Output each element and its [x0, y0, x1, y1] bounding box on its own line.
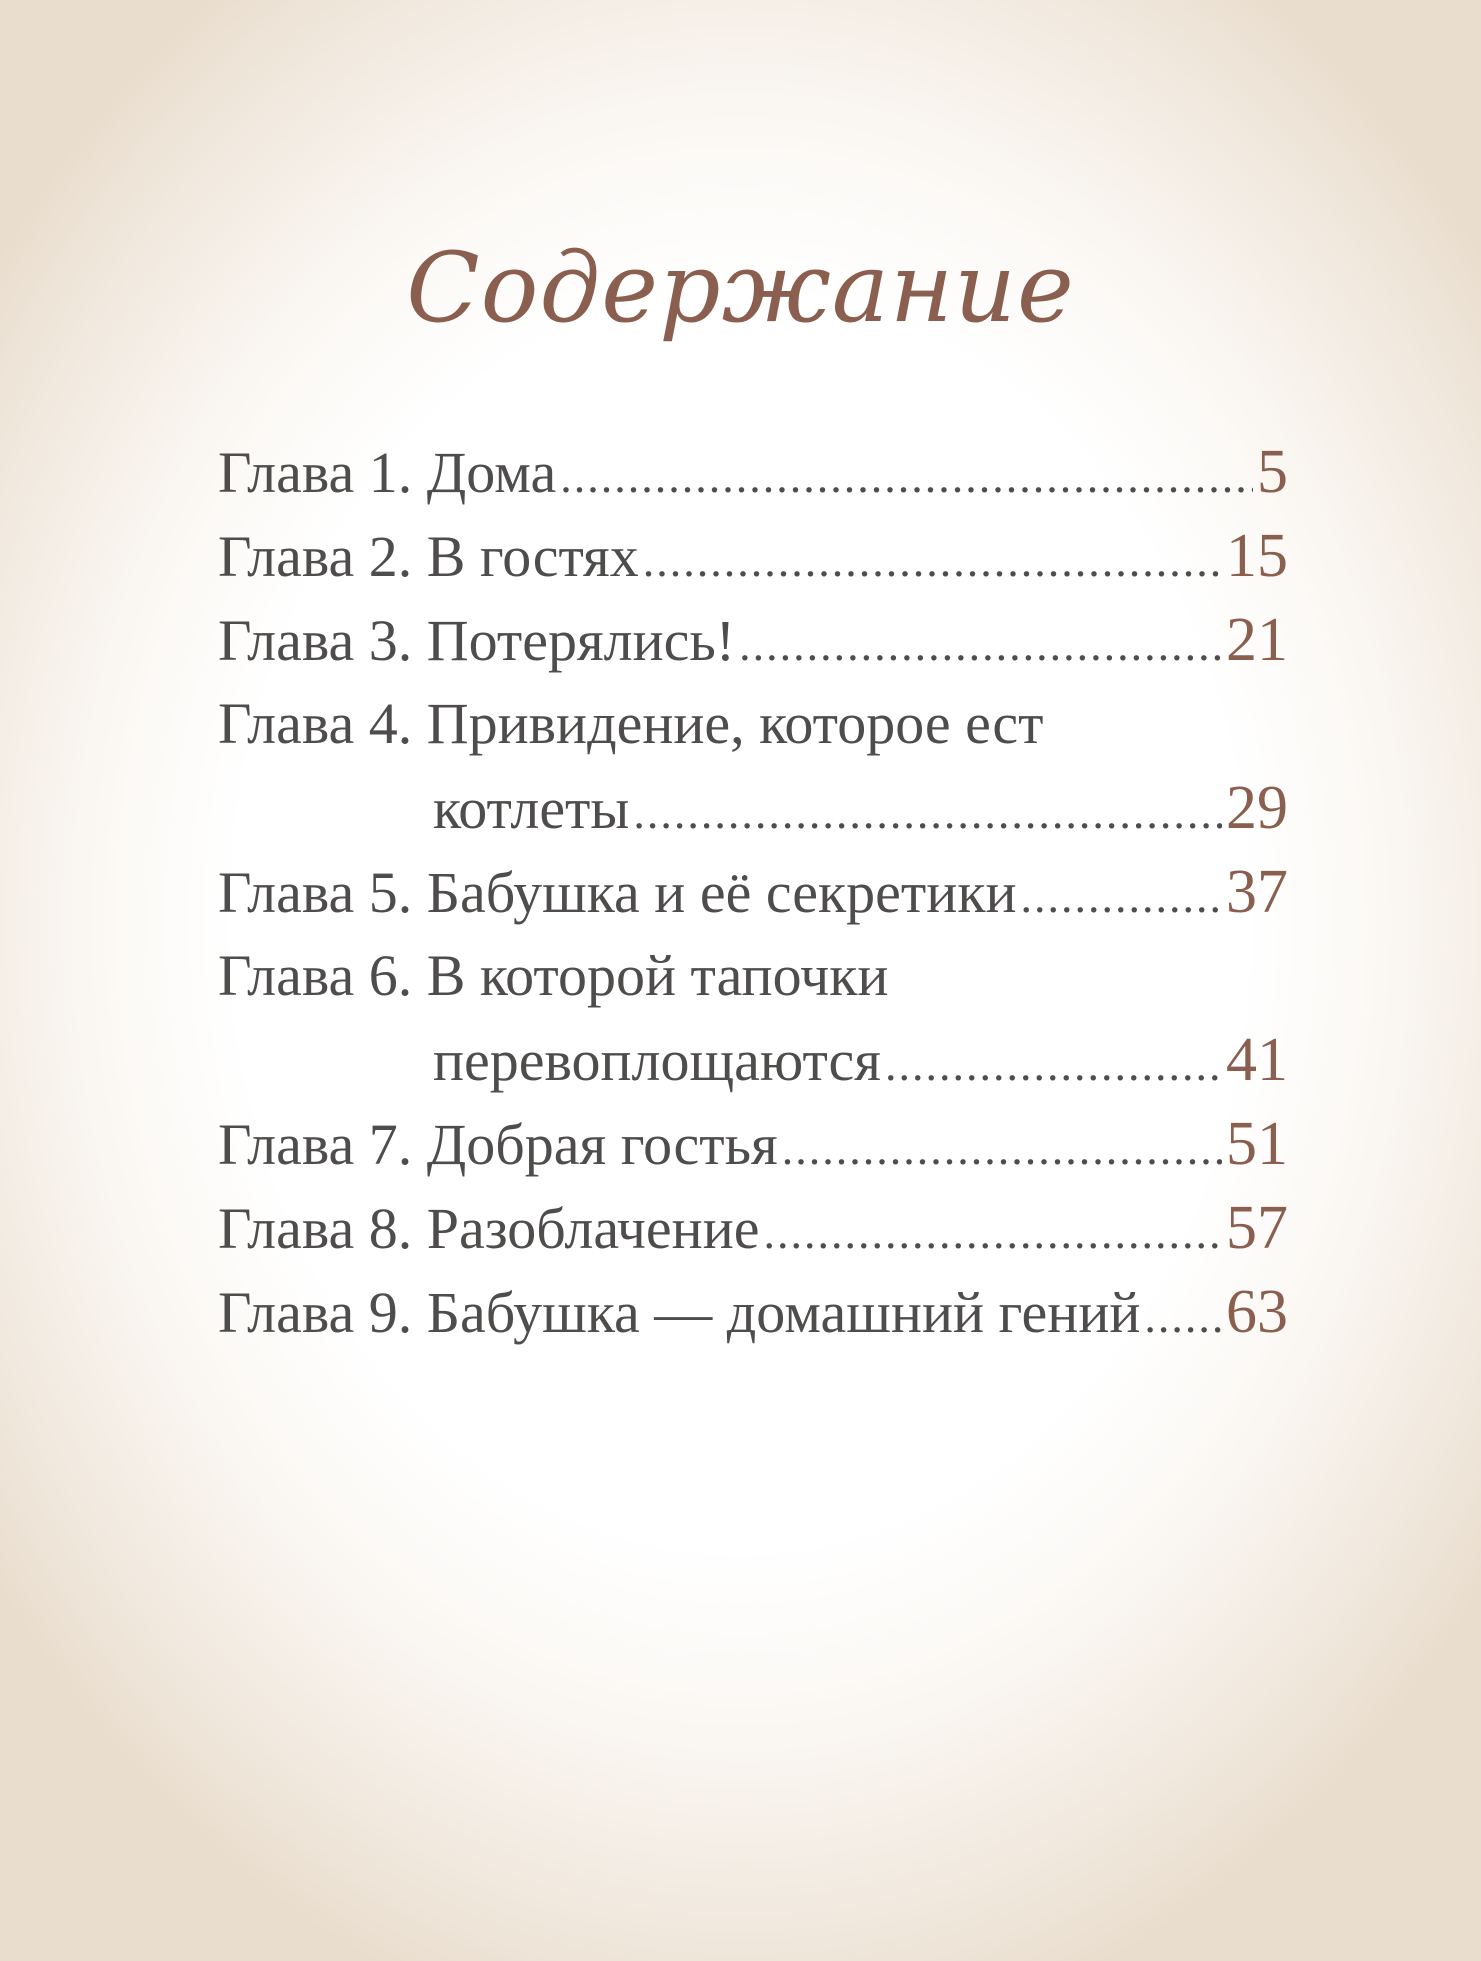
chapter-number: Глава 2.	[218, 524, 413, 589]
chapter-number: Глава 1.	[218, 440, 413, 505]
chapter-number: Глава 6.	[218, 943, 413, 1008]
toc-entry-4	[218, 682, 1288, 850]
toc-entry-label	[218, 1271, 1140, 1355]
page-number: 57	[1226, 1194, 1288, 1262]
chapter-number: Глава 8.	[218, 1196, 413, 1261]
page-number: 15	[1226, 522, 1288, 590]
toc-entry-1	[218, 430, 1288, 514]
dot-leader	[885, 1023, 1222, 1107]
page-number: 37	[1226, 858, 1288, 926]
toc-entry-label	[218, 515, 639, 599]
chapter-title: Бабушка — домашний гений	[426, 1280, 1141, 1345]
page-number: 21	[1226, 606, 1288, 674]
dot-leader	[763, 1191, 1222, 1275]
chapter-title-line-1: Привидение, которое ест	[426, 691, 1044, 756]
toc-entry-label	[218, 682, 1043, 766]
chapter-title: Добрая гостья	[426, 1112, 778, 1177]
dot-leader	[560, 435, 1253, 519]
toc-entry-8	[218, 1186, 1288, 1270]
chapter-title-line-2: перевоплощаются	[433, 1028, 881, 1093]
page-number: 63	[1226, 1278, 1288, 1346]
toc-entry-label	[218, 431, 556, 515]
chapter-number: Глава 7.	[218, 1112, 413, 1177]
toc-entry-label	[218, 1187, 759, 1271]
table-of-contents	[218, 430, 1288, 1354]
toc-entry-3	[218, 598, 1288, 682]
toc-entry-label	[218, 599, 735, 683]
toc-entry-9	[218, 1270, 1288, 1354]
toc-entry-6	[218, 934, 1288, 1102]
chapter-title-line-2: котлеты	[433, 776, 630, 841]
chapter-number: Глава 9.	[218, 1280, 413, 1345]
chapter-number: Глава 4.	[218, 691, 413, 756]
chapter-title: Дома	[426, 440, 557, 505]
chapter-title-line-1: В которой тапочки	[426, 943, 889, 1008]
dot-leader	[633, 771, 1222, 855]
chapter-title: Разоблачение	[426, 1196, 760, 1261]
page-title: Содержание	[406, 232, 1075, 344]
chapter-title: Потерялись!	[426, 608, 736, 673]
toc-entry-5	[218, 850, 1288, 934]
page-number: 5	[1257, 438, 1288, 506]
toc-entry-label	[218, 1103, 778, 1187]
chapter-number: Глава 3.	[218, 608, 413, 673]
toc-entry-label	[218, 934, 888, 1018]
page-number: 29	[1226, 774, 1288, 842]
page-number: 41	[1226, 1026, 1288, 1094]
toc-entry-2	[218, 514, 1288, 598]
dot-leader	[1021, 855, 1222, 939]
toc-entry-7	[218, 1102, 1288, 1186]
page-number: 51	[1226, 1110, 1288, 1178]
dot-leader	[1144, 1275, 1222, 1359]
dot-leader	[782, 1107, 1222, 1191]
toc-entry-label	[218, 851, 1017, 935]
chapter-number: Глава 5.	[218, 860, 413, 925]
chapter-title: В гостях	[426, 524, 639, 589]
dot-leader	[739, 603, 1222, 687]
chapter-title: Бабушка и её секретики	[426, 860, 1017, 925]
dot-leader	[643, 519, 1222, 603]
